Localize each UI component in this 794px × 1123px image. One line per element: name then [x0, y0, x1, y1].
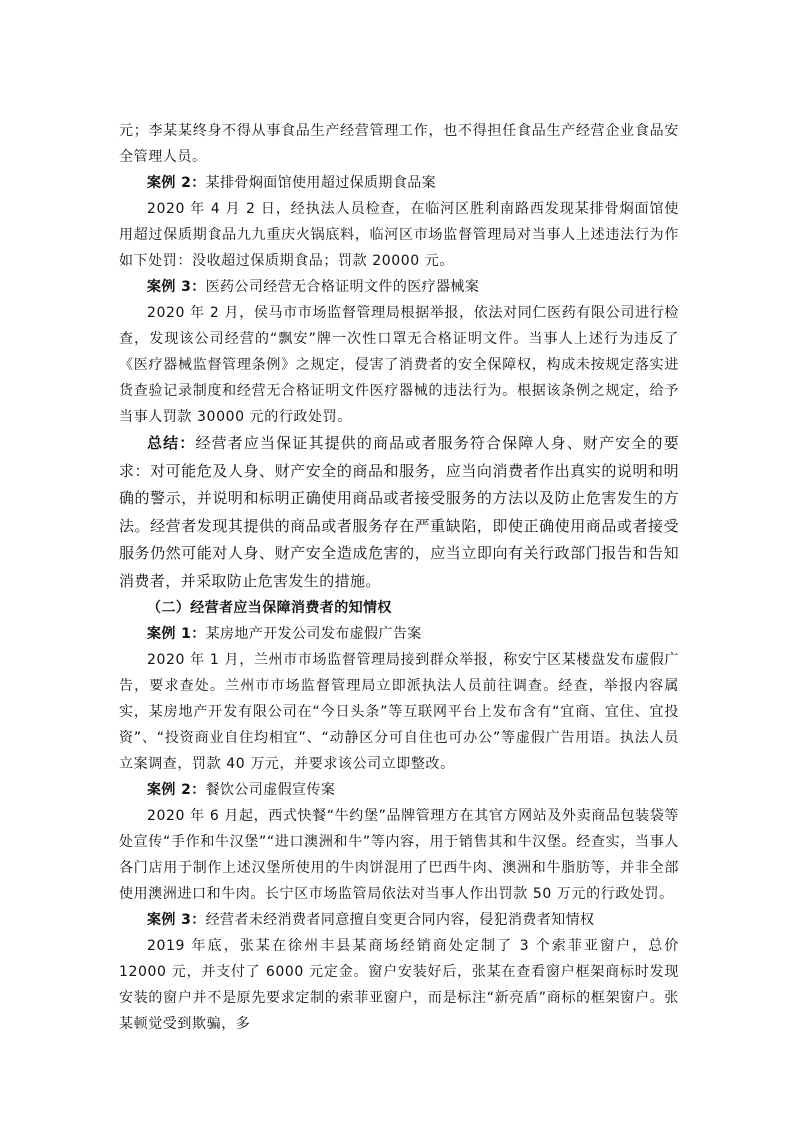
case-label: 案例 1： — [147, 626, 206, 642]
case-heading — [119, 621, 679, 647]
case-label: 案例 2： — [147, 175, 206, 191]
summary-paragraph — [119, 430, 679, 595]
case-heading — [119, 777, 679, 803]
case-title: 某房地产开发公司发布虚假广告案 — [205, 626, 422, 642]
case-title: 某排骨焖面馆使用超过保质期食品案 — [205, 175, 437, 191]
case-heading — [119, 274, 679, 300]
case-body: 2019 年底，张某在徐州丰县某商场经销商处定制了 3 个索菲亚窗户，总价 12000 元，并支付了 6000 元定金。窗户安装好后，张某在查看窗户框架商标时发现安装的窗户并不是原先要求定制的索菲亚窗户，而是标注“新亮盾”商标的框架窗户。张某顿觉受到欺骗，多 — [119, 938, 679, 1032]
case-heading — [119, 170, 679, 196]
document-body — [119, 118, 679, 1037]
case-body: 2020 年 1 月，兰州市市场监督管理局接到群众举报，称安宁区某楼盘发布虚假广告，要求查处。兰州市市场监督管理局立即派执法人员前往调查。经查，举报内容属实，某房地产开发有限公司在“今日头条”等互联网平台上发布含有“宜商、宜住、宜投资”、“投资商业自住均相宜”、“动静区分可自住也可办公”等虚假广告用语。执法人员立案调查，罚款 40 万元，并要求该公司立即整改。 — [119, 652, 679, 772]
summary-label: 总结： — [147, 434, 196, 452]
case-label: 案例 3： — [147, 912, 206, 928]
case-body: 2020 年 4 月 2 日，经执法人员检查，在临河区胜利南路西发现某排骨焖面馆使用超过保质期食品九九重庆火锅底料，临河区市场监督管理局对当事人上述违法行为作如下处罚：没收超过保质期食品；罚款 20000 元。 — [119, 201, 679, 269]
case-label: 案例 3： — [147, 279, 206, 295]
case-title: 医药公司经营无合格证明文件的医疗器械案 — [205, 279, 480, 295]
case-body: 2020 年 2 月，侯马市市场监督管理局根据举报，依法对同仁医药有限公司进行检查，发现该公司经营的“飘安”牌一次性口罩无合格证明文件。当事人上述行为违反了《医疗器械监督管理条例》之规定，侵害了消费者的安全保障权，构成未按规定落实进货查验记录制度和经营无合格证明文件医疗器械的违法行为。根据该条例之规定，给予当事人罚款 30000 元的行政处罚。 — [119, 305, 679, 425]
section-heading: （二）经营者应当保障消费者的知情权 — [147, 600, 392, 616]
case-heading — [119, 907, 679, 933]
case-body: 2020 年 6 月起，西式快餐“牛约堡”品牌管理方在其官方网站及外卖商品包装袋等处宣传“手作和牛汉堡”“进口澳洲和牛”等内容，用于销售其和牛汉堡。经查实，当事人各门店用于制作上述汉堡所使用的牛肉饼混用了巴西牛肉、澳洲和牛脂肪等，并非全部使用澳洲进口和牛肉。长宁区市场监管局依法对当事人作出罚款 50 万元的行政处罚。 — [119, 808, 679, 902]
case-title: 经营者未经消费者同意擅自变更合同内容，侵犯消费者知情权 — [205, 912, 595, 928]
case-title: 餐饮公司虚假宣传案 — [205, 782, 336, 798]
continuation-paragraph: 元；李某某终身不得从事食品生产经营管理工作，也不得担任食品生产经营企业食品安全管理人员。 — [119, 123, 679, 165]
case-label: 案例 2： — [147, 782, 206, 798]
summary-text: 经营者应当保证其提供的商品或者服务符合保障人身、财产安全的要求：对可能危及人身、财产安全的商品和服务，应当向消费者作出真实的说明和明确的警示，并说明和标明正确使用商品或者接受服务的方法以及防止危害发生的方法。经营者发现其提供的商品或者服务存在严重缺陷，即使正确使用商品或者接受服务仍然可能对人身、财产安全造成危害的，应当立即向有关行政部门报告和告知消费者，并采取防止危害发生的措施。 — [119, 434, 679, 590]
